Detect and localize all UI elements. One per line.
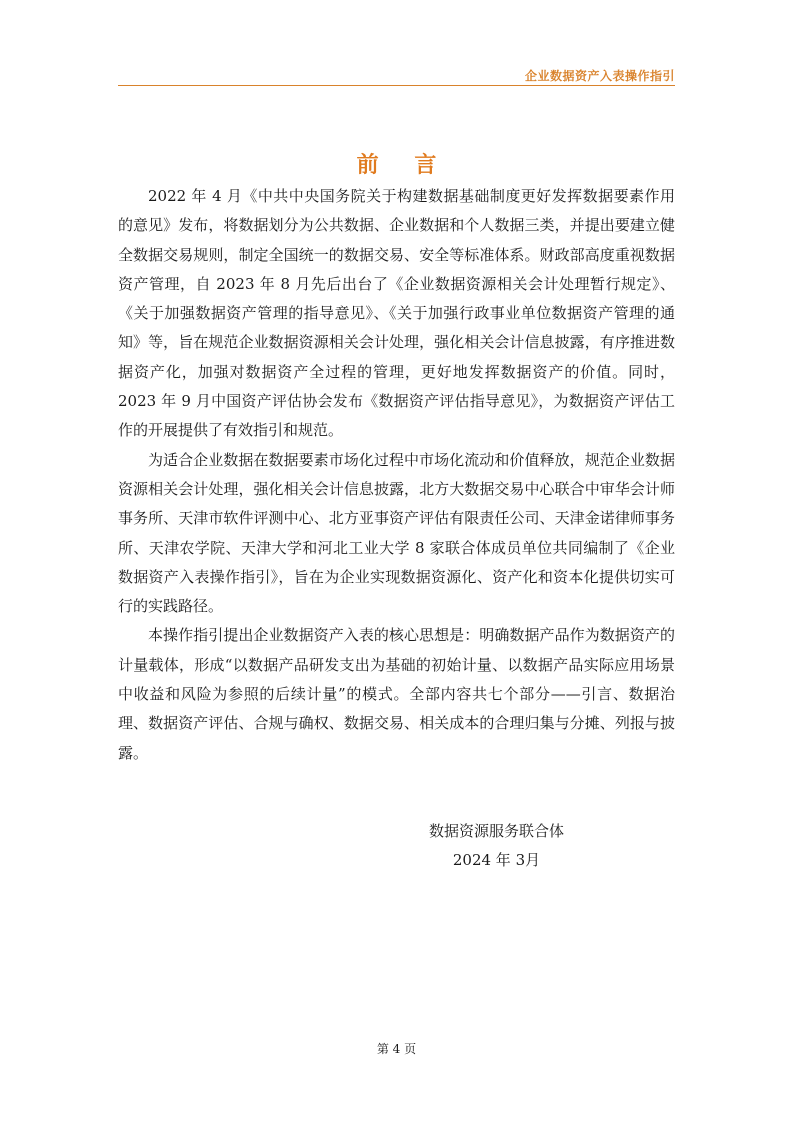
running-header-title: 企业数据资产入表操作指引 — [524, 69, 675, 83]
preface-body — [118, 182, 675, 768]
preface-paragraph-3: 本操作指引提出企业数据资产入表的核心思想是：明确数据产品作为数据资产的计量载体，形成“以数据产品研发支出为基础的初始计量、以数据产品实际应用场景中收益和风险为参照的后续计量”的模式。全部内容共七个部分——引言、数据治理、数据资产评估、合规与确权、数据交易、相关成本的合理归集与分摊、列报与披露。 — [118, 626, 675, 762]
preface-paragraph-2: 为适合企业数据在数据要素市场化过程中市场化流动和价值释放，规范企业数据资源相关会计处理，强化相关会计信息披露，北方大数据交易中心联合中审华会计师事务所、天津市软件评测中心、北方亚事资产评估有限责任公司、天津金诺律师事务所、天津农学院、天津大学和河北工业大学 8 家联合体成员单位共同编制了《企业数据资产入表操作指引》，旨在为企业实现数据资源化、资产化和资本化提供切实可行的实践路径。 — [118, 450, 675, 616]
page-title: 前 言 — [356, 153, 451, 178]
preface-paragraph-1: 2022 年 4 月《中共中央国务院关于构建数据基础制度更好发挥数据要素作用的意见》发布，将数据划分为公共数据、企业数据和个人数据三类，并提出要建立健全数据交易规则，制定全国统一的数据交易、安全等标准体系。财政部高度重视数据资产管理，自 2023 年 8 月先后出台了《企业数据资源相关会计处理暂行规定》、《关于加强数据资产管理的指导意见》、《关于加强行政事业单位数据资产管理的通知》等，旨在规范企业数据资源相关会计处理，强化相关会计信息披露，有序推进数据资产化，加强对数据资产全过程的管理，更好地发挥数据资产的价值。同时，2023 年 9 月中国资产评估协会发布《数据资产评估指导意见》，为数据资产评估工作的开展提供了有效指引和规范。 — [118, 187, 675, 440]
signature-organization: 数据资源服务联合体 — [428, 822, 564, 840]
signature-block — [0, 817, 793, 875]
header-divider — [118, 85, 675, 86]
signature-date: 2024 年 3月 — [452, 851, 541, 869]
page-number: 第 4 页 — [376, 1042, 417, 1056]
